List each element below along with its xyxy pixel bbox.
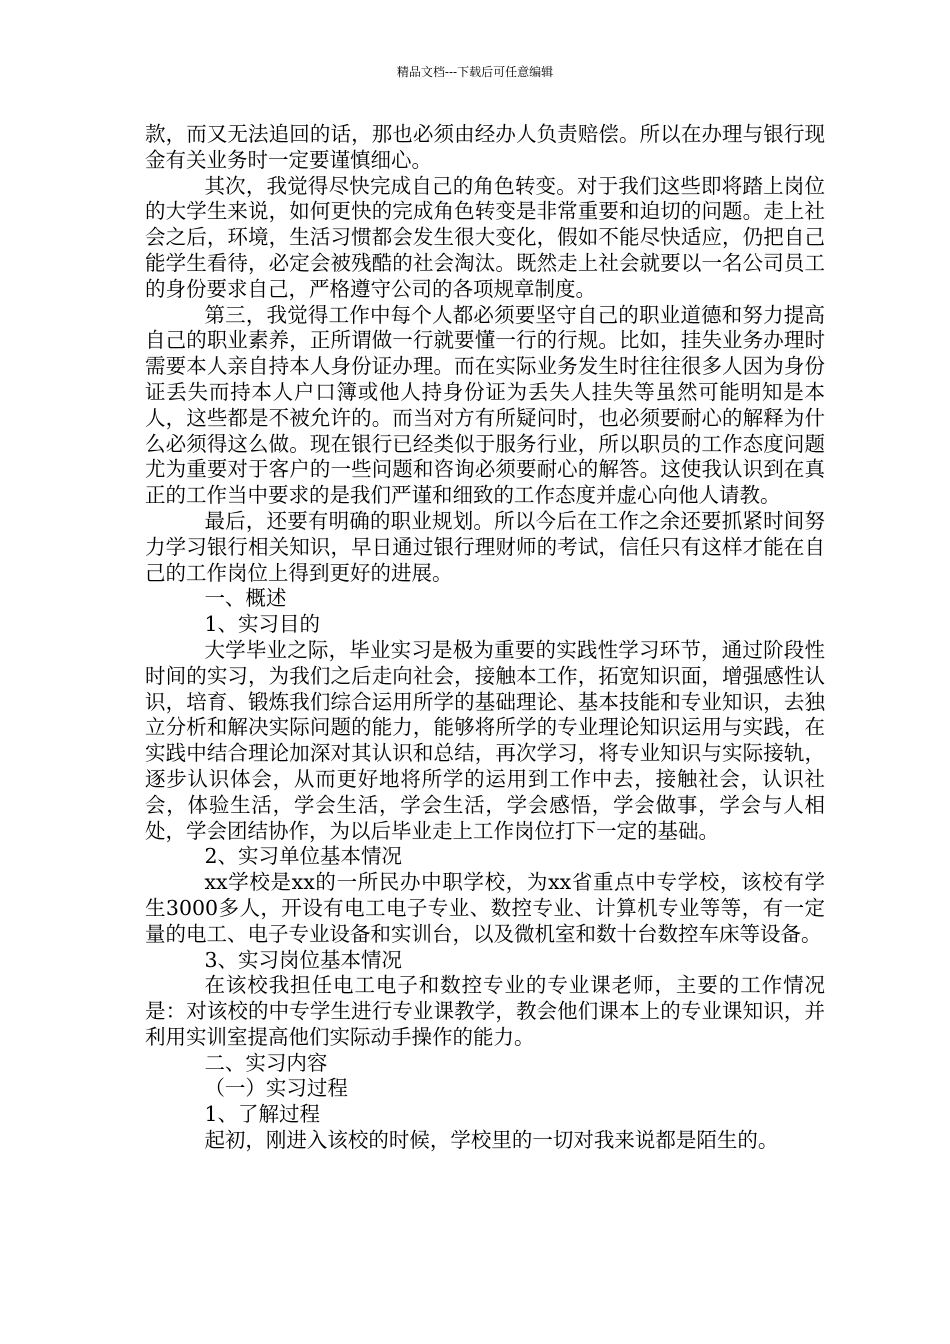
page-header: 精品文档---下载后可任意编辑 — [396, 65, 554, 79]
paragraph-internship-position: 在该校我担任电工电子和数控专业的专业课老师，主要的工作情况是：对该校的中专学生进行专业课教学，教会他们课本上的专业课知识，并利用实训室提高他们实际动手操作的能力。 — [145, 973, 825, 1049]
paragraph-internship-unit: xx学校是xx的一所民办中职学校，为xx省重点中专学校，该校有学生3000多人，开设有电工电子专业、数控专业、计算机专业等等，有一定量的电工、电子专业设备和实训台，以及微机室和数十台数控车床等设备。 — [145, 870, 825, 946]
subheading-internship-position: 3、实习岗位基本情况 — [204, 947, 402, 972]
document-body — [145, 122, 825, 1154]
subheading-internship-purpose: 1、实习目的 — [204, 612, 320, 637]
subheading-internship-process: （一）实习过程 — [204, 1076, 348, 1101]
paragraph-role-transition: 其次，我觉得尽快完成自己的角色转变。对于我们这些即将踏上岗位的大学生来说，如何更快的完成角色转变是非常重要和迫切的问题。走上社会之后，环境，生活习惯都会发生很大变化，假如不能尽快适应，仍把自己能学生看待，必定会被残酷的社会淘汰。既然走上社会就要以一名公司员工的身份要求自己，严格遵守公司的各项规章制度。 — [145, 173, 825, 301]
paragraph-internship-purpose: 大学毕业之际，毕业实习是极为重要的实践性学习环节，通过阶段性时间的实习，为我们之后走向社会，接触本工作，拓宽知识面，增强感性认识，培育、锻炼我们综合运用所学的基础理论、基本技能和专业知识，去独立分析和解决实际问题的能力，能够将所学的专业理论知识运用与实践，在实践中结合理论加深对其认识和总结，再次学习，将专业知识与实际接轨，逐步认识体会，从而更好地将所学的运用到工作中去，接触社会，认识社会，体验生活，学会生活，学会生活，学会感悟，学会做事，学会与人相处，学会团结协作，为以后毕业走上工作岗位打下一定的基础。 — [145, 637, 825, 843]
section-heading-internship-content: 二、实习内容 — [204, 1050, 328, 1075]
paragraph-professional-ethics: 第三，我觉得工作中每个人都必须要坚守自己的职业道德和努力提高自己的职业素养，正所谓做一行就要懂一行的行规。比如，挂失业务办理时需要本人亲自持本人身份证办理。而在实际业务发生时往往很多人因为身份证丢失而持本人户口簿或他人持身份证为丢失人挂失等虽然可能明知是本人，这些都是不被允许的。而当对方有所疑问时，也必须要耐心的解释为什么必须得这么做。现在银行已经类似于服务行业，所以职员的工作态度问题尤为重要对于客户的一些问题和咨询必须要耐心的解答。这使我认识到在真正的工作当中要求的是我们严谨和细致的工作态度并虚心向他人请教。 — [145, 302, 825, 508]
subheading-understanding-process: 1、了解过程 — [204, 1102, 320, 1127]
subheading-internship-unit: 2、实习单位基本情况 — [204, 844, 402, 869]
section-heading-overview: 一、概述 — [204, 586, 287, 611]
paragraph-career-planning: 最后，还要有明确的职业规划。所以今后在工作之余还要抓紧时间努力学习银行相关知识，早日通过银行理财师的考试，信任只有这样才能在自己的工作岗位上得到更好的进展。 — [145, 508, 825, 585]
paragraph-understanding-process: 起初，刚进入该校的时候，学校里的一切对我来说都是陌生的。 — [204, 1128, 779, 1153]
paragraph-continuation: 款，而又无法追回的话，那也必须由经办人负责赔偿。所以在办理与银行现金有关业务时一定要谨慎细心。 — [145, 122, 825, 172]
